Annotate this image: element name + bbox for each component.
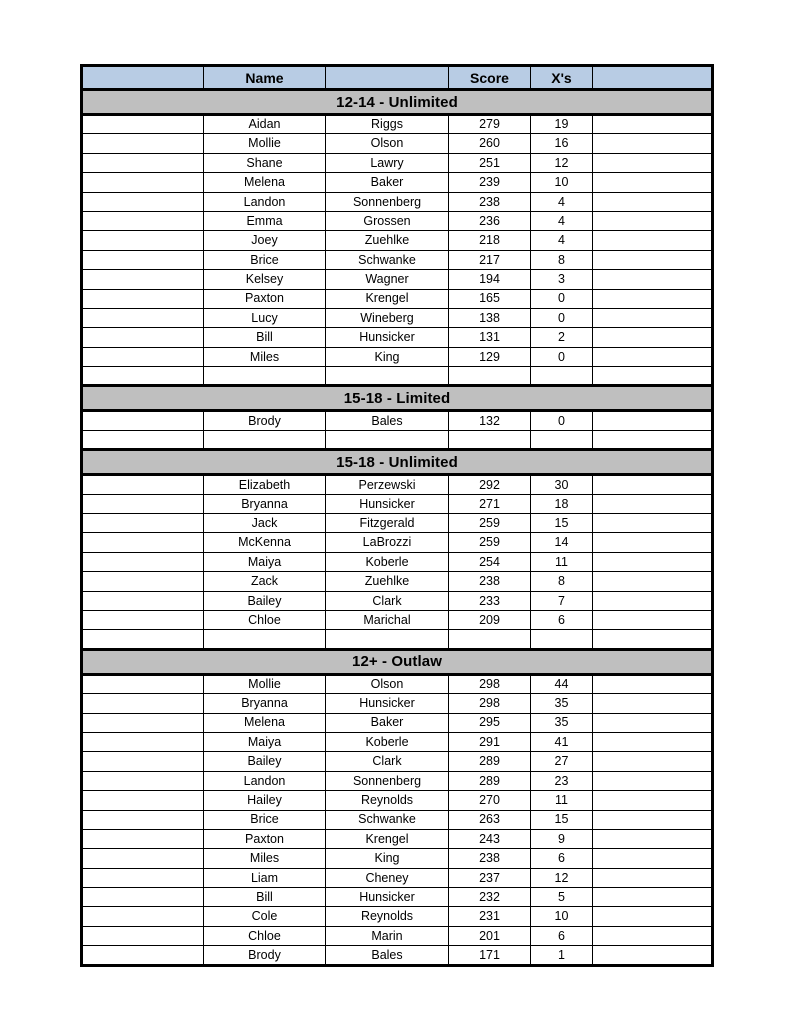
cell-xs: 4 <box>531 211 593 230</box>
spacer-row <box>82 430 713 449</box>
table-row <box>82 591 713 610</box>
cell-notes <box>593 694 713 713</box>
cell-score: 236 <box>449 211 531 230</box>
cell-rank <box>82 810 204 829</box>
table-row <box>82 791 713 810</box>
cell-xs: 15 <box>531 514 593 533</box>
cell-first: Chloe <box>204 610 326 629</box>
cell-rank <box>82 674 204 693</box>
cell-first: Brice <box>204 810 326 829</box>
cell-last: LaBrozzi <box>326 533 449 552</box>
cell-first: Cole <box>204 907 326 926</box>
table-row <box>82 411 713 430</box>
table-row <box>82 231 713 250</box>
cell-xs: 14 <box>531 533 593 552</box>
cell-empty <box>204 630 326 649</box>
table-row <box>82 674 713 693</box>
cell-first: Melena <box>204 173 326 192</box>
cell-rank <box>82 732 204 751</box>
cell-score: 270 <box>449 791 531 810</box>
cell-last: Hunsicker <box>326 694 449 713</box>
cell-first: Bailey <box>204 591 326 610</box>
cell-rank <box>82 308 204 327</box>
column-header-xs: X's <box>531 66 593 90</box>
cell-score: 243 <box>449 829 531 848</box>
table-row <box>82 173 713 192</box>
cell-score: 138 <box>449 308 531 327</box>
cell-notes <box>593 868 713 887</box>
cell-notes <box>593 810 713 829</box>
cell-last: King <box>326 849 449 868</box>
cell-score: 218 <box>449 231 531 250</box>
cell-xs: 35 <box>531 713 593 732</box>
cell-notes <box>593 829 713 848</box>
section-header-row <box>82 90 713 115</box>
cell-empty <box>449 430 531 449</box>
section-header-row <box>82 450 713 475</box>
cell-notes <box>593 192 713 211</box>
cell-rank <box>82 868 204 887</box>
cell-rank <box>82 888 204 907</box>
cell-score: 298 <box>449 674 531 693</box>
cell-last: Bales <box>326 411 449 430</box>
cell-last: Cheney <box>326 868 449 887</box>
column-header-score: Score <box>449 66 531 90</box>
cell-notes <box>593 533 713 552</box>
cell-xs: 0 <box>531 347 593 366</box>
cell-xs: 19 <box>531 115 593 134</box>
cell-xs: 8 <box>531 572 593 591</box>
cell-rank <box>82 153 204 172</box>
section-title: 15-18 - Unlimited <box>82 450 713 475</box>
cell-score: 260 <box>449 134 531 153</box>
cell-xs: 2 <box>531 328 593 347</box>
cell-score: 298 <box>449 694 531 713</box>
cell-last: Hunsicker <box>326 328 449 347</box>
cell-last: Lawry <box>326 153 449 172</box>
cell-rank <box>82 289 204 308</box>
section-title: 12-14 - Unlimited <box>82 90 713 115</box>
cell-first: Hailey <box>204 791 326 810</box>
cell-notes <box>593 849 713 868</box>
cell-score: 231 <box>449 907 531 926</box>
table-row <box>82 134 713 153</box>
cell-first: McKenna <box>204 533 326 552</box>
cell-first: Lucy <box>204 308 326 327</box>
cell-notes <box>593 713 713 732</box>
cell-notes <box>593 475 713 494</box>
cell-score: 289 <box>449 752 531 771</box>
cell-notes <box>593 514 713 533</box>
cell-first: Zack <box>204 572 326 591</box>
cell-xs: 30 <box>531 475 593 494</box>
cell-rank <box>82 791 204 810</box>
cell-notes <box>593 791 713 810</box>
cell-first: Bryanna <box>204 494 326 513</box>
cell-notes <box>593 411 713 430</box>
table-row <box>82 328 713 347</box>
cell-last: Wagner <box>326 270 449 289</box>
cell-last: Clark <box>326 752 449 771</box>
cell-xs: 41 <box>531 732 593 751</box>
table-row <box>82 713 713 732</box>
cell-notes <box>593 674 713 693</box>
cell-empty <box>326 430 449 449</box>
spacer-row <box>82 367 713 386</box>
cell-rank <box>82 771 204 790</box>
cell-notes <box>593 926 713 945</box>
cell-empty <box>82 630 204 649</box>
table-row <box>82 810 713 829</box>
cell-notes <box>593 610 713 629</box>
table-row <box>82 475 713 494</box>
cell-first: Aidan <box>204 115 326 134</box>
cell-xs: 7 <box>531 591 593 610</box>
table-row <box>82 771 713 790</box>
cell-xs: 6 <box>531 610 593 629</box>
cell-score: 271 <box>449 494 531 513</box>
cell-rank <box>82 907 204 926</box>
cell-first: Landon <box>204 192 326 211</box>
cell-notes <box>593 771 713 790</box>
cell-rank <box>82 192 204 211</box>
cell-last: Koberle <box>326 732 449 751</box>
cell-last: Grossen <box>326 211 449 230</box>
cell-rank <box>82 849 204 868</box>
cell-score: 233 <box>449 591 531 610</box>
cell-rank <box>82 552 204 571</box>
table-row <box>82 347 713 366</box>
cell-last: Krengel <box>326 829 449 848</box>
cell-notes <box>593 572 713 591</box>
cell-score: 292 <box>449 475 531 494</box>
cell-first: Landon <box>204 771 326 790</box>
cell-xs: 3 <box>531 270 593 289</box>
section-title: 12+ - Outlaw <box>82 649 713 674</box>
cell-last: Baker <box>326 713 449 732</box>
table-row <box>82 572 713 591</box>
cell-rank <box>82 946 204 965</box>
cell-rank <box>82 829 204 848</box>
table-row <box>82 533 713 552</box>
cell-xs: 12 <box>531 153 593 172</box>
cell-score: 201 <box>449 926 531 945</box>
cell-score: 238 <box>449 192 531 211</box>
cell-first: Bill <box>204 888 326 907</box>
cell-notes <box>593 552 713 571</box>
cell-empty <box>531 367 593 386</box>
cell-score: 194 <box>449 270 531 289</box>
cell-rank <box>82 250 204 269</box>
cell-rank <box>82 694 204 713</box>
cell-empty <box>326 630 449 649</box>
cell-last: Olson <box>326 134 449 153</box>
cell-last: Hunsicker <box>326 494 449 513</box>
cell-notes <box>593 591 713 610</box>
cell-rank <box>82 328 204 347</box>
cell-rank <box>82 572 204 591</box>
cell-last: Hunsicker <box>326 888 449 907</box>
cell-empty <box>326 367 449 386</box>
cell-score: 209 <box>449 610 531 629</box>
table-row <box>82 610 713 629</box>
cell-xs: 12 <box>531 868 593 887</box>
cell-score: 165 <box>449 289 531 308</box>
table-row <box>82 250 713 269</box>
cell-notes <box>593 308 713 327</box>
column-header-rank <box>82 66 204 90</box>
cell-xs: 23 <box>531 771 593 790</box>
cell-xs: 16 <box>531 134 593 153</box>
cell-score: 295 <box>449 713 531 732</box>
cell-rank <box>82 347 204 366</box>
cell-notes <box>593 347 713 366</box>
column-header-last <box>326 66 449 90</box>
cell-empty <box>82 367 204 386</box>
cell-notes <box>593 231 713 250</box>
cell-notes <box>593 752 713 771</box>
cell-empty <box>593 430 713 449</box>
cell-rank <box>82 270 204 289</box>
cell-first: Kelsey <box>204 270 326 289</box>
table-row <box>82 926 713 945</box>
cell-empty <box>593 367 713 386</box>
cell-rank <box>82 211 204 230</box>
cell-notes <box>593 153 713 172</box>
cell-score: 238 <box>449 572 531 591</box>
cell-xs: 4 <box>531 192 593 211</box>
cell-empty <box>204 430 326 449</box>
cell-first: Bailey <box>204 752 326 771</box>
cell-xs: 1 <box>531 946 593 965</box>
cell-xs: 0 <box>531 308 593 327</box>
scores-table <box>80 64 714 967</box>
cell-last: Zuehlke <box>326 231 449 250</box>
cell-last: Riggs <box>326 115 449 134</box>
cell-score: 239 <box>449 173 531 192</box>
section-header-row <box>82 386 713 411</box>
cell-score: 263 <box>449 810 531 829</box>
cell-first: Brody <box>204 946 326 965</box>
cell-first: Brice <box>204 250 326 269</box>
cell-notes <box>593 211 713 230</box>
cell-xs: 35 <box>531 694 593 713</box>
cell-rank <box>82 713 204 732</box>
cell-rank <box>82 514 204 533</box>
table-row <box>82 494 713 513</box>
cell-score: 237 <box>449 868 531 887</box>
cell-xs: 18 <box>531 494 593 513</box>
cell-xs: 15 <box>531 810 593 829</box>
cell-rank <box>82 173 204 192</box>
cell-notes <box>593 289 713 308</box>
cell-last: Reynolds <box>326 907 449 926</box>
cell-rank <box>82 533 204 552</box>
cell-rank <box>82 475 204 494</box>
cell-last: Sonnenberg <box>326 192 449 211</box>
cell-first: Maiya <box>204 552 326 571</box>
cell-last: Marichal <box>326 610 449 629</box>
spreadsheet-sheet <box>80 64 711 967</box>
table-row <box>82 514 713 533</box>
cell-rank <box>82 752 204 771</box>
cell-notes <box>593 888 713 907</box>
cell-xs: 0 <box>531 411 593 430</box>
table-body <box>82 90 713 966</box>
cell-notes <box>593 270 713 289</box>
cell-score: 129 <box>449 347 531 366</box>
cell-score: 259 <box>449 514 531 533</box>
cell-score: 131 <box>449 328 531 347</box>
cell-first: Miles <box>204 849 326 868</box>
table-row <box>82 211 713 230</box>
cell-first: Brody <box>204 411 326 430</box>
table-row <box>82 907 713 926</box>
cell-empty <box>204 367 326 386</box>
cell-last: King <box>326 347 449 366</box>
cell-score: 171 <box>449 946 531 965</box>
table-row <box>82 308 713 327</box>
cell-score: 251 <box>449 153 531 172</box>
cell-xs: 44 <box>531 674 593 693</box>
cell-rank <box>82 926 204 945</box>
cell-empty <box>82 430 204 449</box>
cell-score: 291 <box>449 732 531 751</box>
cell-rank <box>82 115 204 134</box>
cell-xs: 6 <box>531 926 593 945</box>
cell-last: Bales <box>326 946 449 965</box>
cell-first: Maiya <box>204 732 326 751</box>
cell-first: Elizabeth <box>204 475 326 494</box>
cell-notes <box>593 250 713 269</box>
cell-first: Bryanna <box>204 694 326 713</box>
cell-notes <box>593 115 713 134</box>
cell-score: 259 <box>449 533 531 552</box>
table-row <box>82 270 713 289</box>
table-row <box>82 732 713 751</box>
cell-last: Reynolds <box>326 791 449 810</box>
cell-empty <box>593 630 713 649</box>
cell-rank <box>82 494 204 513</box>
table-row <box>82 552 713 571</box>
cell-notes <box>593 907 713 926</box>
cell-xs: 8 <box>531 250 593 269</box>
cell-first: Bill <box>204 328 326 347</box>
cell-xs: 5 <box>531 888 593 907</box>
cell-xs: 10 <box>531 907 593 926</box>
cell-xs: 11 <box>531 791 593 810</box>
table-row <box>82 289 713 308</box>
section-title: 15-18 - Limited <box>82 386 713 411</box>
cell-empty <box>449 367 531 386</box>
cell-empty <box>449 630 531 649</box>
cell-last: Sonnenberg <box>326 771 449 790</box>
cell-last: Krengel <box>326 289 449 308</box>
table-row <box>82 153 713 172</box>
cell-first: Emma <box>204 211 326 230</box>
cell-notes <box>593 946 713 965</box>
cell-first: Liam <box>204 868 326 887</box>
cell-rank <box>82 411 204 430</box>
cell-first: Melena <box>204 713 326 732</box>
cell-notes <box>593 134 713 153</box>
cell-score: 289 <box>449 771 531 790</box>
table-row <box>82 868 713 887</box>
table-row <box>82 829 713 848</box>
cell-first: Chloe <box>204 926 326 945</box>
cell-score: 132 <box>449 411 531 430</box>
cell-xs: 27 <box>531 752 593 771</box>
cell-rank <box>82 134 204 153</box>
cell-last: Wineberg <box>326 308 449 327</box>
table-row <box>82 115 713 134</box>
cell-rank <box>82 231 204 250</box>
section-header-row <box>82 649 713 674</box>
table-row <box>82 752 713 771</box>
cell-last: Perzewski <box>326 475 449 494</box>
cell-xs: 0 <box>531 289 593 308</box>
column-header-row <box>82 66 713 90</box>
cell-last: Fitzgerald <box>326 514 449 533</box>
cell-first: Mollie <box>204 674 326 693</box>
column-header-name: Name <box>204 66 326 90</box>
cell-xs: 11 <box>531 552 593 571</box>
cell-score: 232 <box>449 888 531 907</box>
cell-last: Koberle <box>326 552 449 571</box>
cell-last: Schwanke <box>326 250 449 269</box>
spacer-row <box>82 630 713 649</box>
cell-xs: 9 <box>531 829 593 848</box>
table-row <box>82 192 713 211</box>
cell-last: Baker <box>326 173 449 192</box>
cell-first: Mollie <box>204 134 326 153</box>
cell-empty <box>531 430 593 449</box>
table-row <box>82 849 713 868</box>
cell-last: Zuehlke <box>326 572 449 591</box>
cell-rank <box>82 610 204 629</box>
cell-notes <box>593 494 713 513</box>
table-header <box>82 66 713 90</box>
cell-score: 238 <box>449 849 531 868</box>
cell-xs: 6 <box>531 849 593 868</box>
cell-xs: 10 <box>531 173 593 192</box>
cell-notes <box>593 328 713 347</box>
cell-first: Paxton <box>204 289 326 308</box>
cell-last: Schwanke <box>326 810 449 829</box>
cell-notes <box>593 732 713 751</box>
cell-notes <box>593 173 713 192</box>
cell-score: 279 <box>449 115 531 134</box>
column-header-notes <box>593 66 713 90</box>
cell-last: Olson <box>326 674 449 693</box>
cell-first: Jack <box>204 514 326 533</box>
cell-score: 254 <box>449 552 531 571</box>
table-row <box>82 946 713 965</box>
cell-xs: 4 <box>531 231 593 250</box>
cell-first: Shane <box>204 153 326 172</box>
cell-last: Clark <box>326 591 449 610</box>
cell-rank <box>82 591 204 610</box>
cell-first: Paxton <box>204 829 326 848</box>
cell-score: 217 <box>449 250 531 269</box>
table-row <box>82 694 713 713</box>
cell-last: Marin <box>326 926 449 945</box>
table-row <box>82 888 713 907</box>
cell-first: Joey <box>204 231 326 250</box>
cell-first: Miles <box>204 347 326 366</box>
cell-empty <box>531 630 593 649</box>
